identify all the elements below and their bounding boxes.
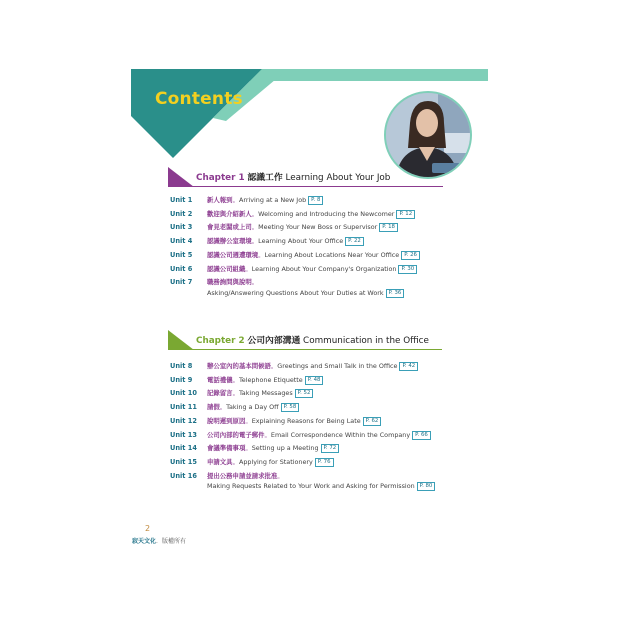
unit-zh-title: 認識辦公室環境	[207, 237, 252, 246]
page-ref[interactable]: P. 36	[386, 289, 405, 298]
unit-zh-title: 說明遲到原因	[207, 416, 246, 425]
unit-en-title: Telephone Etiquette	[238, 375, 303, 384]
unit-zh-title: 新人報到	[207, 196, 233, 204]
chapter-1-triangle	[168, 167, 196, 187]
separator: 。	[251, 209, 259, 218]
unit-en-title: Greetings and Small Talk in the Office	[277, 362, 398, 370]
chapter-2-triangle	[168, 330, 196, 350]
separator: 。	[251, 278, 259, 287]
unit-en-title: Asking/Answering Questions About Your Duties at Work	[207, 289, 384, 297]
separator: 。	[245, 444, 252, 453]
page-ref[interactable]: P. 52	[295, 389, 314, 398]
unit-en-title: Taking a Day Off	[226, 403, 279, 412]
unit-zh-title: 記錄留言	[207, 389, 233, 398]
unit-en-title: Taking Messages	[238, 389, 293, 398]
unit-en-title: Setting up a Meeting	[251, 444, 319, 453]
unit-en-title: Making Requests Related to Your Work and Asking for Permission	[207, 482, 415, 490]
unit-zh-title: 會見老闆或上司	[207, 223, 252, 232]
footer-text: ．版權所有	[156, 538, 187, 545]
unit-label: Unit 4	[170, 237, 193, 246]
unit-zh-title: 請假	[207, 403, 220, 412]
page-ref[interactable]: P. 8	[308, 196, 323, 205]
unit-en-title: Email Correspondence Within the Company	[270, 430, 411, 439]
header-triangle	[0, 0, 620, 180]
page-ref[interactable]: P. 76	[315, 458, 334, 467]
page-ref[interactable]: P. 18	[379, 223, 398, 232]
unit-zh-title: 會議準備事項	[207, 444, 246, 453]
page-ref[interactable]: P. 26	[401, 251, 420, 260]
chapter-2-number: Chapter 2	[196, 336, 245, 346]
unit-en-title: Welcoming and Introducing the Newcomer	[258, 209, 395, 218]
unit-zh-title: 申請文具	[207, 457, 233, 466]
unit-en-title: Learning About Your Company's Organization	[251, 264, 397, 273]
separator: 。	[245, 416, 252, 425]
separator: 。	[264, 430, 271, 439]
unit-label: Unit 7	[170, 278, 193, 287]
page-ref[interactable]: P. 62	[363, 417, 382, 426]
chapter-2-rule	[188, 349, 442, 350]
page-ref[interactable]: P. 48	[305, 376, 324, 385]
unit-en-title: Learning About Your Office	[258, 237, 344, 246]
unit-label: Unit 8	[170, 362, 193, 370]
chapter-2-en-title: Communication in the Office	[303, 336, 429, 346]
unit-en-title: Explaining Reasons for Being Late	[251, 416, 361, 425]
page-ref[interactable]: P. 58	[281, 403, 300, 412]
chapter-1-en-title: Learning About Your Job	[285, 173, 391, 183]
page-ref[interactable]: P. 42	[399, 362, 418, 371]
unit-label: Unit 10	[170, 389, 197, 398]
separator: 。	[258, 250, 265, 259]
page-ref[interactable]: P. 12	[396, 210, 415, 219]
unit-en-title: Arriving at a New Job	[238, 196, 307, 204]
chapter-1-zh-title: 認識工作	[247, 173, 283, 183]
page-ref[interactable]: P. 80	[417, 482, 436, 491]
unit-label: Unit 1	[170, 196, 193, 204]
separator: 。	[251, 223, 259, 232]
unit-zh-title: 電話禮儀	[207, 375, 233, 384]
chapter-1-rule	[188, 186, 443, 187]
unit-label: Unit 13	[170, 430, 197, 439]
page-ref[interactable]: P. 30	[398, 265, 417, 274]
separator: 。	[232, 196, 239, 204]
unit-en-title: Meeting Your New Boss or Supervisor	[258, 223, 378, 232]
separator: 。	[251, 237, 259, 246]
unit-label: Unit 14	[170, 444, 197, 453]
unit-label: Unit 2	[170, 209, 193, 218]
unit-label: Unit 9	[170, 375, 193, 384]
unit-en-title: Learning About Locations Near Your Office	[264, 250, 400, 259]
page-ref[interactable]: P. 22	[345, 237, 364, 246]
footer	[132, 536, 186, 545]
separator: 。	[219, 403, 227, 412]
unit-zh-title: 歡迎與介紹新人	[207, 209, 252, 218]
unit-label: Unit 12	[170, 416, 197, 425]
unit-label: Unit 11	[170, 403, 197, 412]
unit-label: Unit 15	[170, 457, 197, 466]
unit-zh-title: 辦公室內的基本問候語	[207, 362, 271, 370]
page-ref[interactable]: P. 72	[321, 444, 340, 453]
unit-zh-title: 提出公務申請並請求批准	[207, 471, 278, 480]
unit-label: Unit 6	[170, 264, 193, 273]
publisher-logo: 寂天文化	[132, 538, 157, 545]
separator: 。	[245, 264, 252, 273]
separator: 。	[232, 375, 239, 384]
unit-zh-title: 職務詢問與說明	[207, 278, 252, 287]
unit-label: Unit 3	[170, 223, 193, 232]
unit-label: Unit 5	[170, 250, 193, 259]
chapter-1-heading	[168, 167, 443, 187]
unit-en-title: Applying for Stationery	[238, 457, 313, 466]
separator: 。	[270, 362, 278, 370]
separator: 。	[232, 389, 239, 398]
chapter-2-zh-title: 公司內部溝通	[247, 336, 301, 346]
unit-zh-title: 公司內部的電子郵件	[207, 430, 265, 439]
unit-zh-title: 認識公司組織	[207, 264, 246, 273]
page-title: Contents	[155, 89, 243, 109]
chapter-1-number: Chapter 1	[196, 173, 245, 183]
page-number: 2	[145, 524, 151, 533]
unit-zh-title: 認識公司週遭環境	[207, 250, 259, 259]
page-ref[interactable]: P. 66	[412, 431, 431, 440]
unit-label: Unit 16	[170, 471, 197, 480]
chapter-2-heading	[168, 330, 442, 350]
separator: 。	[277, 471, 284, 480]
separator: 。	[232, 457, 239, 466]
profile-photo	[384, 91, 472, 179]
